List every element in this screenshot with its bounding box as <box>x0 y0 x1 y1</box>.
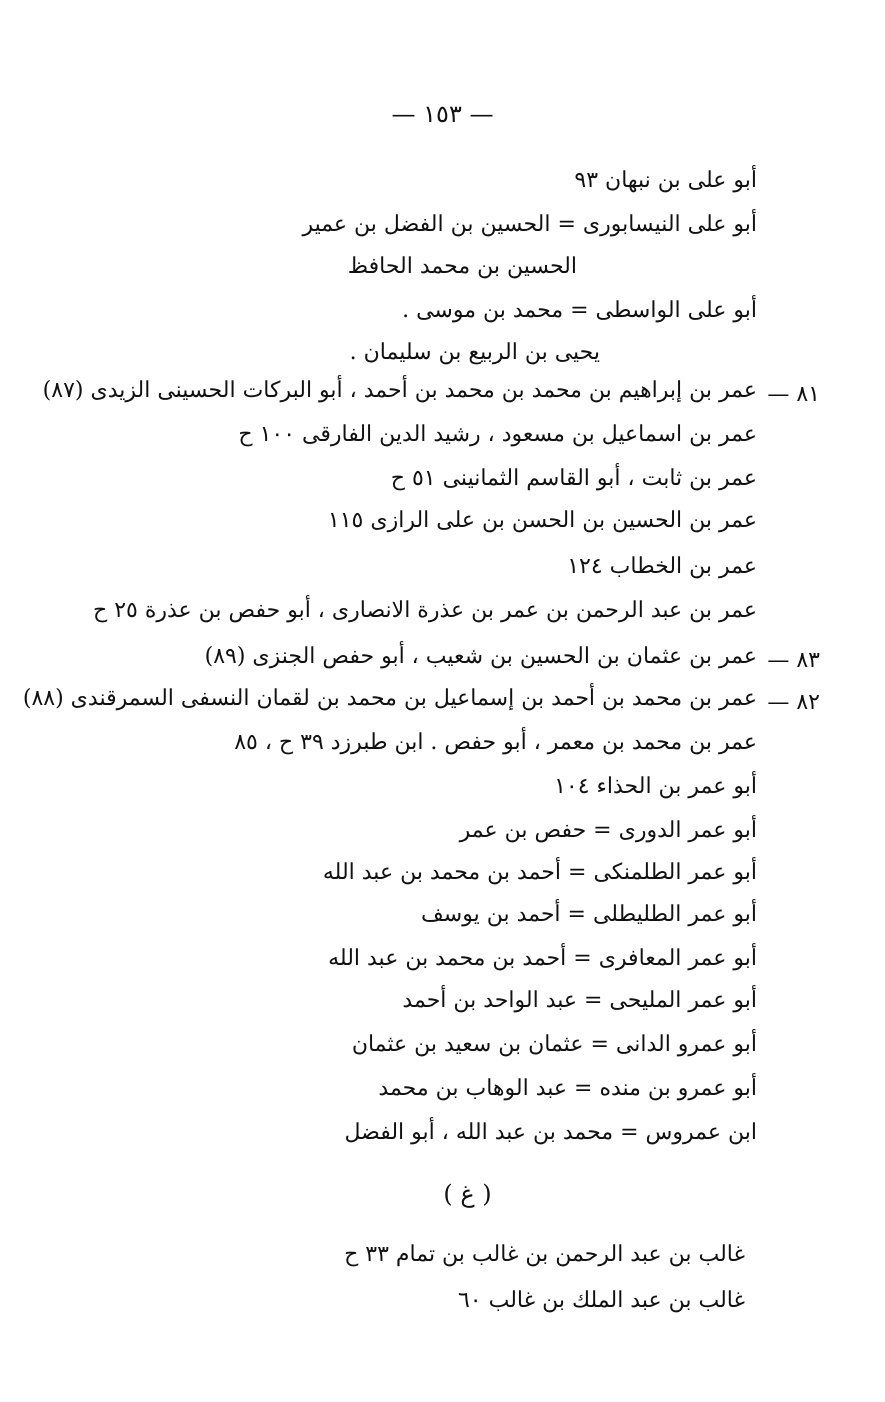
index-entry: أبو عمر المعافرى = أحمد بن محمد بن عبد الله <box>328 946 757 971</box>
index-entry: عمر بن عبد الرحمن بن عمر بن عذرة الانصارى ، أبو حفص بن عذرة ٢٥ ح <box>93 598 757 623</box>
index-entry: عمر بن ثابت ، أبو القاسم الثمانينى ٥١ ح <box>390 466 757 491</box>
entry-number: ٨١ — <box>767 382 820 407</box>
index-entry: أبو على بن نبهان ٩٣ <box>574 168 757 193</box>
page-number: — ١٥٣ — <box>391 100 494 128</box>
index-entry: أبو على الواسطى = محمد بن موسى . <box>402 298 757 323</box>
index-entry: أبو عمر الدورى = حفص بن عمر <box>459 818 757 843</box>
index-entry: أبو عمرو الدانى = عثمان بن سعيد بن عثمان <box>351 1032 757 1057</box>
index-entry: أبو عمرو بن منده = عبد الوهاب بن محمد <box>378 1076 757 1101</box>
section-heading: ( غ ) <box>443 1180 492 1208</box>
index-entry: الحسين بن محمد الحافظ <box>347 254 577 279</box>
index-entry: أبو عمر بن الحذاء ١٠٤ <box>554 774 757 799</box>
index-entry: غالب بن عبد الرحمن بن غالب بن تمام ٣٣ ح <box>344 1242 745 1267</box>
index-entry: عمر بن اسماعيل بن مسعود ، رشيد الدين الفارقى ١٠٠ ح <box>238 422 757 447</box>
index-entry: أبو عمر الطلمنكى = أحمد بن محمد بن عبد الله <box>322 860 757 885</box>
index-entry: أبو على النيسابورى = الحسين بن الفضل بن عمير <box>302 212 757 237</box>
entry-number: ٨٣ — <box>767 648 820 673</box>
index-entry: ابن عمروس = محمد بن عبد الله ، أبو الفضل <box>344 1120 757 1145</box>
index-entry: عمر بن الخطاب ١٢٤ <box>567 554 757 579</box>
entry-number: ٨٢ — <box>767 690 820 715</box>
index-entry: عمر بن الحسين بن الحسن بن على الرازى ١١٥ <box>327 508 757 533</box>
index-entry: عمر بن إبراهيم بن محمد بن محمد بن أحمد ، أبو البركات الحسينى الزيدى (٨٧) <box>42 378 757 403</box>
index-entry: أبو عمر المليحى = عبد الواحد بن أحمد <box>402 988 757 1013</box>
index-entry: عمر بن عثمان بن الحسين بن شعيب ، أبو حفص الجنزى (٨٩) <box>204 644 757 669</box>
index-entry: عمر بن محمد بن معمر ، أبو حفص . ابن طبرزد ٣٩ ح ، ٨٥ <box>234 730 757 755</box>
index-entry: يحيى بن الربيع بن سليمان . <box>349 340 600 365</box>
index-entry: غالب بن عبد الملك بن غالب ٦٠ <box>457 1288 745 1313</box>
index-entry: عمر بن محمد بن أحمد بن إسماعيل بن محمد بن لقمان النسفى السمرقندى (٨٨) <box>22 686 757 711</box>
index-entry: أبو عمر الطليطلى = أحمد بن يوسف <box>421 902 757 927</box>
